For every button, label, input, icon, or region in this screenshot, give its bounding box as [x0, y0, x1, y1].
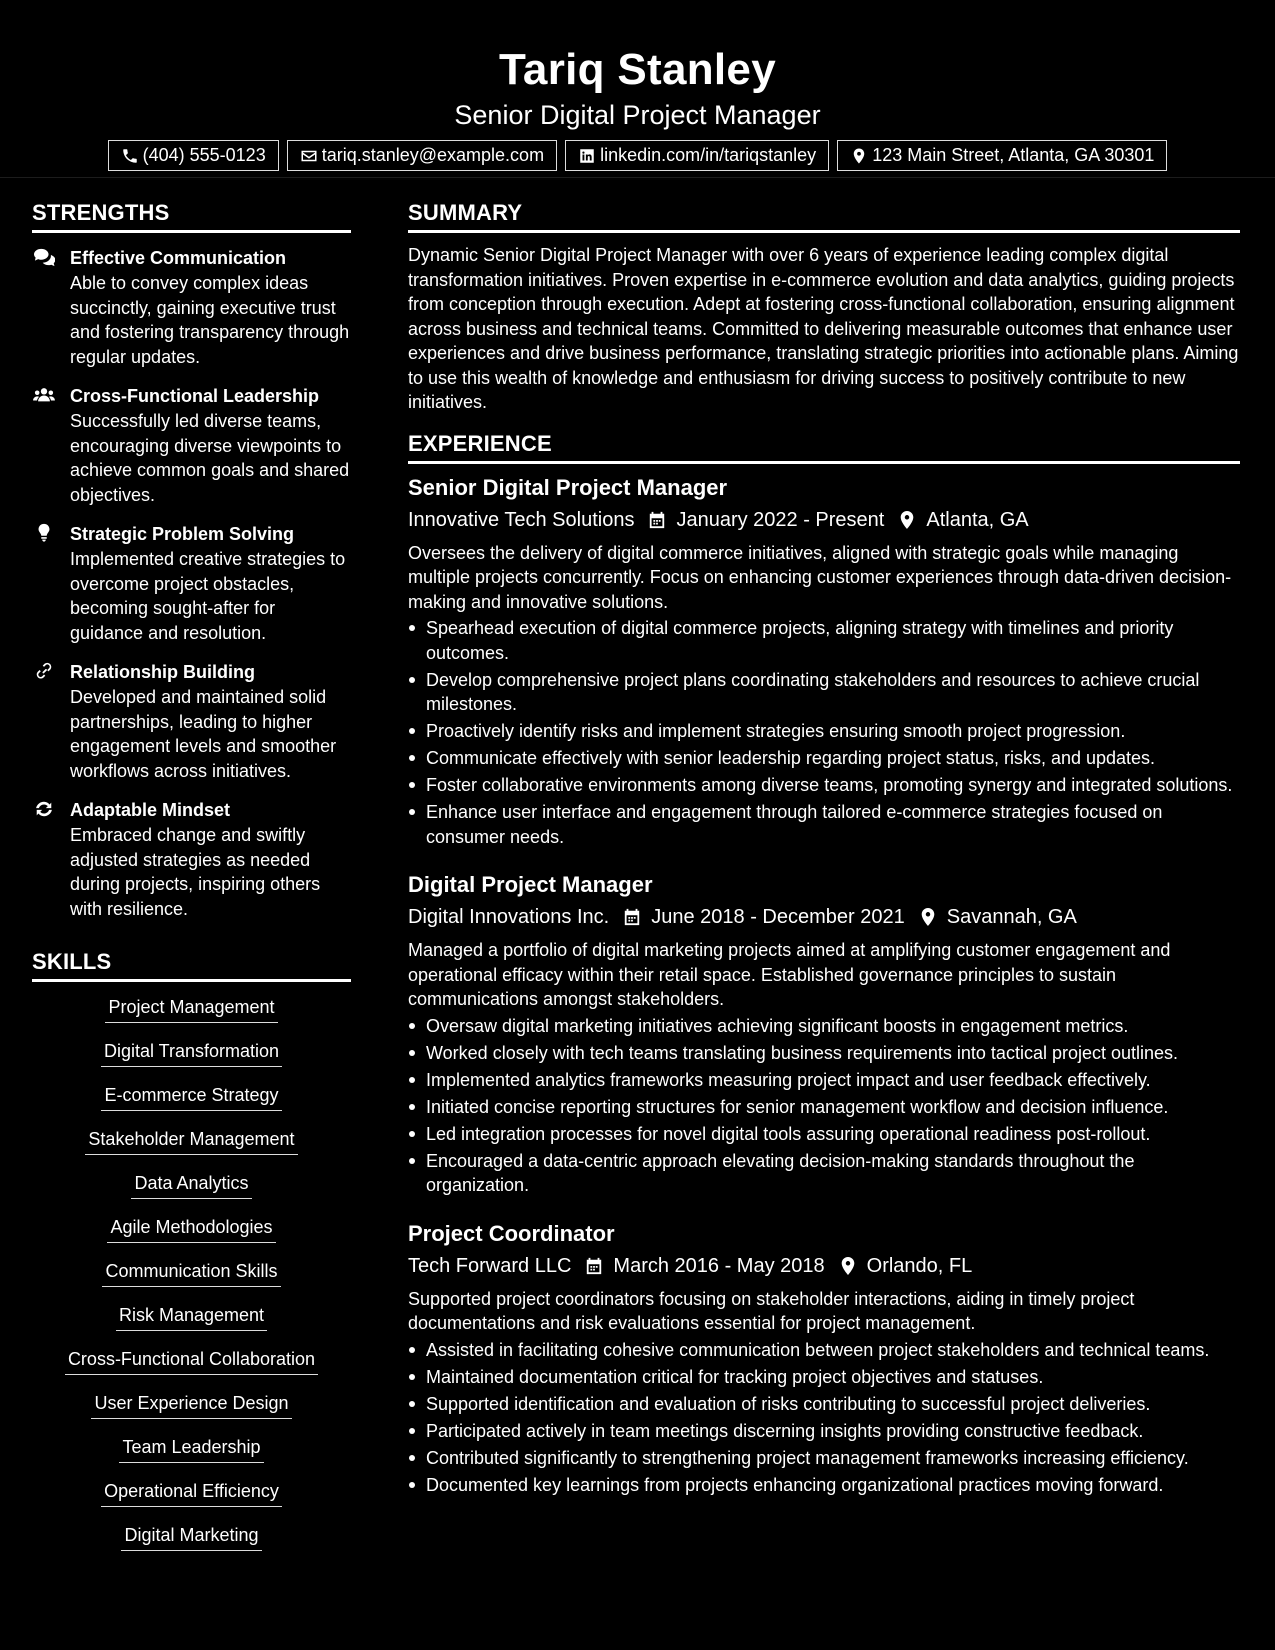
summary-text: Dynamic Senior Digital Project Manager with over 6 years of experience leading complex digital transformation initiatives. Proven expertise in e-commerce evolution and data analytics, guiding projects from conception through execution. Adept at fostering cross-functional collaboration, ensuring alignment across business and technical teams. Committed to delivering measurable outcomes that enhance user experiences and drive business performance, translating strategic priorities into actionable plans. Aiming to use this wealth of knowledge and enthusiasm for driving success to positively contribute to new initiatives. [408, 245, 1239, 412]
job-title: Senior Digital Project Manager [408, 474, 728, 500]
list-item: Encouraged a data-centric approach elevating decision-making standards throughout the organization. [408, 1149, 1240, 1198]
map-marker-icon [919, 907, 937, 927]
skill-item: Digital Marketing [121, 1522, 261, 1551]
skill-item: Team Leadership [119, 1434, 263, 1463]
skill-item: Operational Efficiency [101, 1478, 282, 1507]
contact-linkedin-text: linkedin.com/in/tariqstanley [600, 145, 817, 165]
strengths-heading: STRENGTHS [32, 198, 351, 233]
skill-item: Risk Management [116, 1302, 267, 1331]
strengths-list [32, 245, 351, 921]
skill-item: Digital Transformation [101, 1038, 282, 1067]
strength-name: Effective Communication [70, 248, 287, 268]
list-item: Implemented analytics frameworks measuring project impact and user feedback effectively. [408, 1068, 1240, 1093]
list-item: Enhance user interface and engagement through tailored e-commerce strategies focused on consumer needs. [408, 800, 1240, 849]
resume-header [0, 0, 1275, 178]
contact-address-text: 123 Main Street, Atlanta, GA 30301 [872, 145, 1155, 165]
job-meta [408, 902, 1240, 932]
skills-list [32, 994, 351, 1566]
list-item: Documented key learnings from projects enhancing organizational practices moving forward. [408, 1473, 1240, 1498]
link-icon [33, 661, 55, 681]
job-meta [408, 505, 1240, 535]
list-item: Worked closely with tech teams translating business requirements into tactical project outlines. [408, 1041, 1240, 1066]
job-description: Oversees the delivery of digital commerce initiatives, aligned with strategic goals while managing multiple projects concurrently. Focus on enhancing customer experiences through data-driven decision-making and innovative solutions. [408, 542, 1232, 612]
contact-linkedin[interactable] [565, 140, 829, 171]
job-bullets [408, 1338, 1240, 1498]
strength-item [32, 659, 351, 783]
skill-item: Project Management [105, 994, 277, 1023]
candidate-name: Tariq Stanley [499, 45, 776, 94]
contact-email[interactable] [287, 140, 557, 171]
contact-bar [0, 140, 1275, 171]
job-company: Digital Innovations Inc. [408, 906, 610, 928]
experience-heading: EXPERIENCE [408, 429, 1240, 464]
job-location: Orlando, FL [866, 1254, 973, 1277]
strength-item [32, 521, 351, 645]
skill-item: Communication Skills [102, 1258, 280, 1287]
candidate-title: Senior Digital Project Manager [454, 100, 821, 130]
job-bullets [408, 616, 1240, 849]
list-item: Initiated concise reporting structures for senior management workflow and decision influence. [408, 1095, 1240, 1120]
strength-description: Successfully led diverse teams, encouraging diverse viewpoints to achieve common goals and shared objectives. [70, 411, 350, 505]
job-entry [408, 1218, 1240, 1498]
skill-item: Cross-Functional Collaboration [65, 1346, 318, 1375]
list-item: Develop comprehensive project plans coordinating stakeholders and resources to achieve crucial milestones. [408, 668, 1240, 717]
job-location: Atlanta, GA [926, 508, 1029, 531]
job-entry [408, 869, 1240, 1198]
skill-item: User Experience Design [91, 1390, 291, 1419]
calendar-icon [648, 510, 666, 530]
strength-name: Strategic Problem Solving [70, 524, 295, 544]
left-column [32, 198, 351, 1566]
job-description: Supported project coordinators focusing on stakeholder interactions, aiding in timely project documentations and risk evaluations essential for project management. [408, 1288, 1135, 1333]
list-item: Foster collaborative environments among diverse teams, promoting synergy and integrated solutions. [408, 773, 1240, 798]
skills-heading: SKILLS [32, 947, 351, 982]
strength-item [32, 245, 351, 369]
job-title: Digital Project Manager [408, 872, 653, 897]
job-description: Managed a portfolio of digital marketing projects aimed at amplifying customer engagement and operational efficacy within their retail space. Established governance principles to sustain communications amongst stakeholders. [408, 940, 1171, 1009]
strength-name: Relationship Building [70, 662, 255, 682]
contact-email-text: tariq.stanley@example.com [321, 145, 545, 165]
list-item: Maintained documentation critical for tracking project objectives and statuses. [408, 1365, 1240, 1390]
job-company: Tech Forward LLC [408, 1254, 572, 1277]
strength-item [32, 383, 351, 507]
skill-item: Agile Methodologies [107, 1214, 275, 1243]
job-location: Savannah, GA [946, 906, 1077, 928]
job-meta [408, 1251, 1240, 1281]
list-item: Participated actively in team meetings discerning insights providing constructive feedback. [408, 1419, 1240, 1444]
list-item: Assisted in facilitating cohesive communication between project stakeholders and technical teams. [408, 1338, 1240, 1363]
strength-name: Cross-Functional Leadership [70, 386, 320, 406]
calendar-icon [585, 1256, 603, 1276]
job-entry [408, 472, 1240, 850]
list-item: Spearhead execution of digital commerce projects, aligning strategy with timelines and priority outcomes. [408, 616, 1240, 665]
users-icon [33, 385, 55, 405]
skill-item: E-commerce Strategy [101, 1082, 281, 1111]
strength-description: Developed and maintained solid partnerships, leading to higher engagement levels and smoother workflows across initiatives. [70, 687, 337, 781]
contact-address[interactable] [837, 140, 1167, 171]
list-item: Communicate effectively with senior leadership regarding project status, risks, and updates. [408, 746, 1240, 771]
job-bullets [408, 1014, 1240, 1198]
right-column [408, 198, 1240, 1500]
strength-description: Implemented creative strategies to overcome project obstacles, becoming sought-after for guidance and resolution. [70, 549, 346, 643]
phone-icon [121, 147, 139, 165]
list-item: Oversaw digital marketing initiatives achieving significant boosts in engagement metrics. [408, 1014, 1240, 1039]
linkedin-icon [578, 147, 596, 165]
job-company: Innovative Tech Solutions [408, 508, 635, 531]
strength-item [32, 797, 351, 921]
contact-phone-text: (404) 555-0123 [142, 145, 266, 165]
map-marker-icon [850, 147, 868, 165]
strength-description: Able to convey complex ideas succinctly, gaining executive trust and fostering transparency through regular updates. [70, 273, 350, 367]
map-marker-icon [898, 510, 916, 530]
skill-item: Data Analytics [131, 1170, 251, 1199]
lightbulb-icon [33, 523, 55, 543]
job-dates: March 2016 - May 2018 [613, 1254, 825, 1277]
list-item: Proactively identify risks and implement strategies ensuring smooth project progression. [408, 719, 1240, 744]
strength-description: Embraced change and swiftly adjusted strategies as needed during projects, inspiring others with resilience. [70, 825, 321, 919]
sync-icon [33, 799, 55, 819]
comments-icon [33, 247, 55, 267]
envelope-icon [300, 147, 318, 165]
list-item: Led integration processes for novel digital tools assuring operational readiness post-rollout. [408, 1122, 1240, 1147]
skill-item: Stakeholder Management [85, 1126, 297, 1155]
calendar-icon [623, 907, 641, 927]
contact-phone[interactable] [108, 140, 279, 171]
summary-heading: SUMMARY [408, 198, 1240, 233]
strength-name: Adaptable Mindset [70, 800, 231, 820]
job-dates: January 2022 - Present [676, 508, 885, 531]
job-title: Project Coordinator [408, 1220, 615, 1246]
map-marker-icon [839, 1256, 857, 1276]
list-item: Contributed significantly to strengthening project management frameworks increasing efficiency. [408, 1446, 1240, 1471]
list-item: Supported identification and evaluation of risks contributing to successful project deliveries. [408, 1392, 1240, 1417]
job-dates: June 2018 - December 2021 [651, 906, 905, 928]
